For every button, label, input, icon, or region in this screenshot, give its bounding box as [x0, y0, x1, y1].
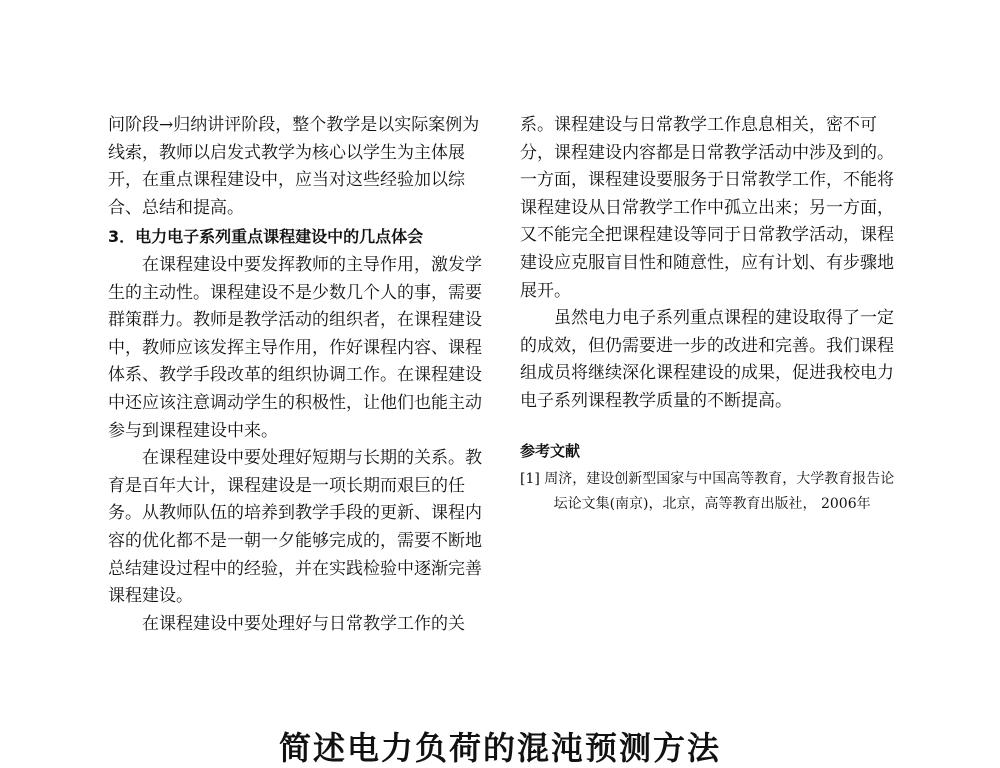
- paragraph-3: 在课程建设中要处理好与日常教学工作的关: [142, 613, 465, 634]
- paragraph-1: 在课程建设中要发挥教师的主导作用，激发学生的主动性。课程建设不是少数几个人的事，需要群策群力。教师是教学活动的组织者，在课程建设中，教师应该发挥主导作用，作好课程内容、课程体系、教学手段改革的组织协调工作。在课程建设中还应该注意调动学生的积极性，让他们也能主动参与到课程建设中来。: [108, 254, 482, 441]
- next-article-title: 简述电力负荷的混沌预测方法: [278, 729, 721, 767]
- right-column: [520, 112, 900, 517]
- paragraph-2: 在课程建设中要处理好短期与长期的关系。教育是百年大计，课程建设是一项长期而艰巨的任务。从教师队伍的培养到教学手段的更新、课程内容的优化都不是一朝一夕能够完成的，需要不断地总结建设过程中的经验，并在实践检验中逐渐完善课程建设。: [108, 448, 482, 607]
- left-column: [108, 112, 492, 638]
- references-heading: 参考文献: [520, 441, 581, 460]
- paragraph-conclusion: 虽然电力电子系列重点课程的建设取得了一定的成效，但仍需要进一步的改进和完善。我们课程组成员将继续深化课程建设的成果，促进我校电力电子系列课程教学质量的不断提高。: [520, 308, 894, 411]
- section-heading: 3．电力电子系列重点课程建设中的几点体会: [108, 227, 424, 247]
- paragraph-continued: 系。课程建设与日常教学工作息息相关，密不可分，课程建设内容都是日常教学活动中涉及到的。一方面，课程建设要服务于日常教学工作，不能将课程建设从日常教学工作中孤立出来；另一方面，又不能完全把课程建设等同于日常教学活动，课程建设应克服盲目性和随意性，应有计划、有步骤地展开。: [520, 115, 894, 301]
- reference-item: [1] 周济，建设创新型国家与中国高等教育，大学教育报告论坛论文集(南京)，北京，高等教育出版社， 2006年: [520, 471, 895, 513]
- paragraph-intro: 问阶段→归纳讲评阶段，整个教学是以实际案例为线索，教师以启发式教学为核心以学生为主体展开，在重点课程建设中，应当对这些经验加以综合、总结和提高。: [108, 115, 480, 218]
